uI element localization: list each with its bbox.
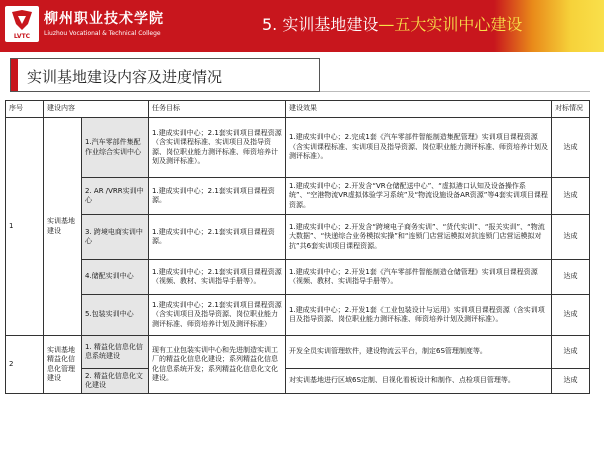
section-heading-box bbox=[10, 58, 320, 92]
row-item: 3. 跨境电商实训中心 bbox=[82, 215, 149, 260]
school-name-en: Liuzhou Vocational & Technical College bbox=[44, 30, 161, 37]
table-header-row bbox=[6, 101, 590, 118]
header-goal: 任务目标 bbox=[149, 101, 286, 118]
page-title-dash: — bbox=[378, 15, 395, 34]
table-row bbox=[6, 369, 590, 394]
row-goal: 1.建成实训中心；2.1套实训项目课程资源。 bbox=[149, 215, 286, 260]
row-item: 2. AR /VRR实训中心 bbox=[82, 178, 149, 215]
table-row bbox=[6, 215, 590, 260]
row-status: 达成 bbox=[552, 336, 590, 369]
row-effect: 1.建成实训中心；2.开发1套《工业包装设计与运用》实训项目课程资源（含实训项目及指导资源、岗位职业能力测评标准、师资培养计划及测评标准）。 bbox=[286, 295, 552, 336]
section-heading: 实训基地建设内容及进度情况 bbox=[27, 68, 223, 86]
row-effect: 开发全员实训管理软件，建设物流云平台，制定6S管理制度等。 bbox=[286, 336, 552, 369]
table-row bbox=[6, 336, 590, 369]
page-title-highlight: 五大实训中心建设 bbox=[394, 15, 523, 34]
row-effect: 1.建成实训中心；2.完成1套《汽车零部件智能制造集配管理》实训项目课程资源（含实训课程标准、实训项目及指导资源、岗位职业能力测评标准、师资培养计划及测评标准）。 bbox=[286, 118, 552, 178]
row-status: 达成 bbox=[552, 369, 590, 394]
header-banner bbox=[0, 0, 604, 52]
row-item: 2. 精益化信息化文化建设 bbox=[82, 369, 149, 394]
row-goal: 1.建成实训中心；2.1套实训项目课程资源（含实训项目及指导资源、岗位职业能力测评标准、师资培养计划及测评标准） bbox=[149, 295, 286, 336]
table-row bbox=[6, 295, 590, 336]
logo-text: LVTC bbox=[13, 33, 31, 40]
row-effect: 1.建成实训中心；2.开发含“VR仓储配送中心”、“虚拟港口认知及设备操作系统”、“空港物流VR虚拟体验学习系统”及“物流设施设备AR资源”等4套实训项目课程资源。 bbox=[286, 178, 552, 215]
header-status: 对标情况 bbox=[552, 101, 590, 118]
row-item: 1.汽车零部件集配作业综合实训中心 bbox=[82, 118, 149, 178]
row-effect: 1.建成实训中心；2.开发含“跨境电子商务实训”、“货代实训”、“报关实训”、“物流大数据”、“快递综合业务模拟实操”和“连锁门店营运模拟对抗连锁门店营运模拟对抗”共6套实训项目课程资源。 bbox=[286, 215, 552, 260]
row-item: 1. 精益化信息化信息系统建设 bbox=[82, 336, 149, 369]
table-row bbox=[6, 260, 590, 295]
group-name: 实训基地建设 bbox=[44, 118, 82, 336]
row-goal: 1.建成实训中心；2.1套实训项目课程资源（视频、教材、实训指导手册等）。 bbox=[149, 260, 286, 295]
page-title bbox=[262, 12, 522, 35]
section-heading-rule bbox=[320, 91, 590, 92]
row-status: 达成 bbox=[552, 260, 590, 295]
row-item: 4.储配实训中心 bbox=[82, 260, 149, 295]
logo-emblem-icon bbox=[8, 8, 36, 32]
school-name-cn: 柳州职业技术学院 bbox=[44, 11, 164, 27]
table-row bbox=[6, 178, 590, 215]
group-seq: 2 bbox=[6, 336, 44, 394]
row-status: 达成 bbox=[552, 215, 590, 260]
page-title-prefix: 5. 实训基地建设 bbox=[262, 15, 379, 34]
progress-table bbox=[5, 100, 590, 394]
group-shared-goal: 现有工业包装实训中心和先进制造实训工厂的精益化信息化建设；系列精益化信息化信息系统开发；系列精益化信息化文化建设。 bbox=[149, 336, 286, 394]
row-item: 5.包装实训中心 bbox=[82, 295, 149, 336]
group-seq: 1 bbox=[6, 118, 44, 336]
row-goal: 1.建成实训中心；2.1套实训项目课程资源。 bbox=[149, 178, 286, 215]
row-status: 达成 bbox=[552, 178, 590, 215]
row-effect: 对实训基地进行区域6S定制、目视化看板设计和制作、点检项目管理等。 bbox=[286, 369, 552, 394]
row-goal: 1.建成实训中心；2.1套实训项目课程资源（含实训课程标准、实训项目及指导资源、岗位职业能力测评标准、师资培养计划及测评标准）。 bbox=[149, 118, 286, 178]
section-heading-accent bbox=[11, 59, 18, 91]
row-effect: 1.建成实训中心；2.开发1套《汽车零部件智能制造仓储管理》实训项目课程资源（视频、教材、实训指导手册等）。 bbox=[286, 260, 552, 295]
table-row bbox=[6, 118, 590, 178]
row-status: 达成 bbox=[552, 295, 590, 336]
header-effect: 建设效果 bbox=[286, 101, 552, 118]
header-content: 建设内容 bbox=[44, 101, 149, 118]
school-logo bbox=[5, 6, 39, 42]
row-status: 达成 bbox=[552, 118, 590, 178]
group-name: 实训基地精益化信息化管理建设 bbox=[44, 336, 82, 394]
header-seq: 序号 bbox=[6, 101, 44, 118]
